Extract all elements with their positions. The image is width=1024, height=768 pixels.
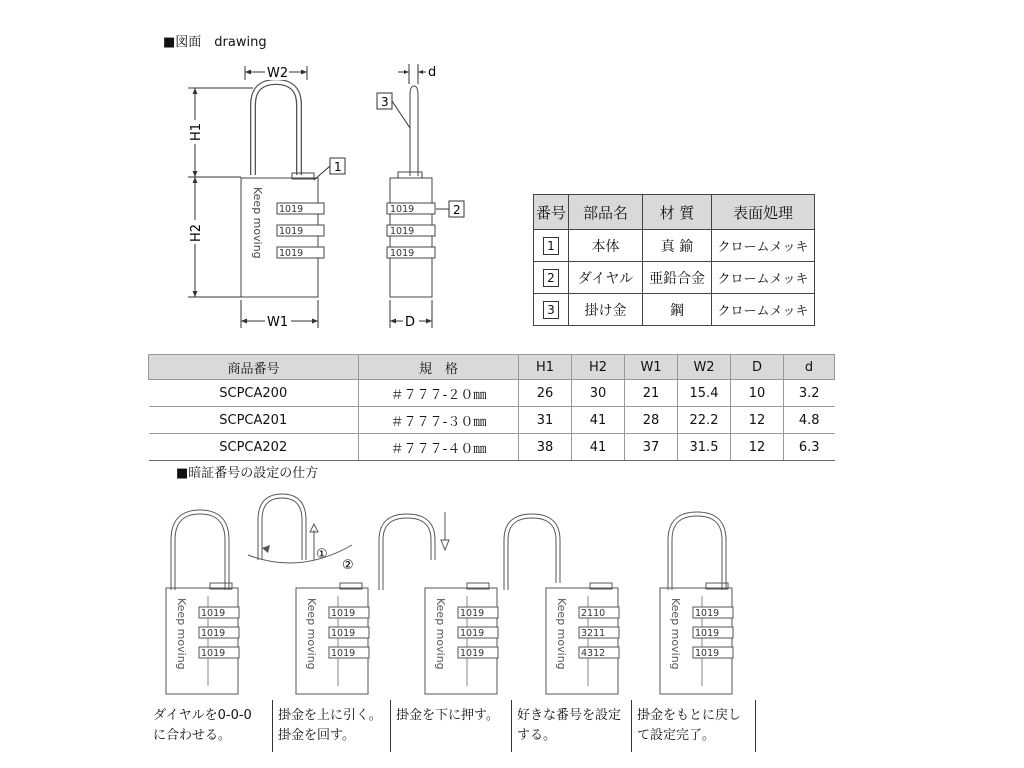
step-caption: ダイヤルを0-0-0 に合わせる。 [153, 708, 252, 743]
table-row: 2 ダイヤル 亜鉛合金 クロームメッキ [534, 262, 815, 294]
dim-h2: H2 [189, 223, 204, 242]
table-row: SCPCA200 ＃７７７-２０㎜ 26 30 21 15.4 10 3.2 [149, 380, 835, 407]
callout-2: 2 [453, 203, 461, 217]
step-caption: 掛金を上に引く。 掛金を回す。 [272, 700, 390, 752]
spec-table [148, 354, 835, 461]
setting-steps-illustration [150, 485, 770, 695]
spec-header: D [731, 355, 784, 380]
parts-header: 番号 [534, 195, 569, 230]
svg-text:2110: 2110 [581, 608, 606, 619]
svg-text:1019: 1019 [279, 226, 304, 237]
spec-header: W1 [625, 355, 678, 380]
dim-d-small: d [428, 65, 437, 80]
parts-header: 表面処理 [712, 195, 815, 230]
callout-3: 3 [381, 95, 389, 109]
rotation-mark-2: ② [342, 558, 354, 573]
rotation-mark-1: ① [316, 547, 328, 562]
step5-lock [660, 514, 733, 694]
table-row: 1 本体 真 鍮 クロームメッキ [534, 230, 815, 262]
steps-captions [148, 700, 756, 752]
step1-lock [166, 512, 239, 694]
step-caption: 掛金をもとに戻し て設定完了。 [631, 700, 756, 752]
callout-1: 1 [334, 160, 342, 174]
howto-title: ■暗証番号の設定の仕方 [176, 466, 319, 481]
table-row: SCPCA201 ＃７７７-３０㎜ 31 41 28 22.2 12 4.8 [149, 407, 835, 434]
svg-text:1019: 1019 [390, 248, 415, 259]
step4-lock [506, 516, 619, 694]
svg-text:1019: 1019 [279, 248, 304, 259]
parts-header: 材 質 [643, 195, 712, 230]
table-row: 3 掛け金 鋼 クロームメッキ [534, 294, 815, 326]
step3-lock [381, 512, 498, 694]
drawing-title: ■図面 drawing [163, 35, 267, 50]
step-caption: 掛金を下に押す。 [390, 700, 511, 752]
dim-h1: H1 [189, 122, 204, 141]
dim-d-big: D [405, 315, 416, 330]
spec-header: d [784, 355, 835, 380]
svg-text:4312: 4312 [581, 648, 606, 659]
spec-header: H2 [572, 355, 625, 380]
svg-text:3211: 3211 [581, 628, 606, 639]
front-dials [277, 203, 324, 259]
step2-lock [248, 496, 369, 694]
parts-header: 部品名 [569, 195, 643, 230]
parts-table [533, 194, 815, 326]
spec-header: 商品番号 [149, 355, 359, 380]
step4-dials [579, 607, 619, 659]
table-row: SCPCA202 ＃７７７-４０㎜ 38 41 37 31.5 12 6.3 [149, 434, 835, 461]
spec-header: H1 [519, 355, 572, 380]
spec-header: 規 格 [359, 355, 519, 380]
dim-w2: W2 [267, 66, 289, 81]
svg-text:1019: 1019 [279, 204, 304, 215]
front-engraving: Keep moving [251, 187, 264, 259]
step-caption: 好きな番号を設定 する。 [511, 700, 631, 752]
spec-header: W2 [678, 355, 731, 380]
svg-text:1019: 1019 [390, 204, 415, 215]
side-dials [387, 203, 435, 259]
svg-text:1019: 1019 [390, 226, 415, 237]
technical-drawing [180, 55, 480, 335]
dim-w1: W1 [267, 315, 289, 330]
